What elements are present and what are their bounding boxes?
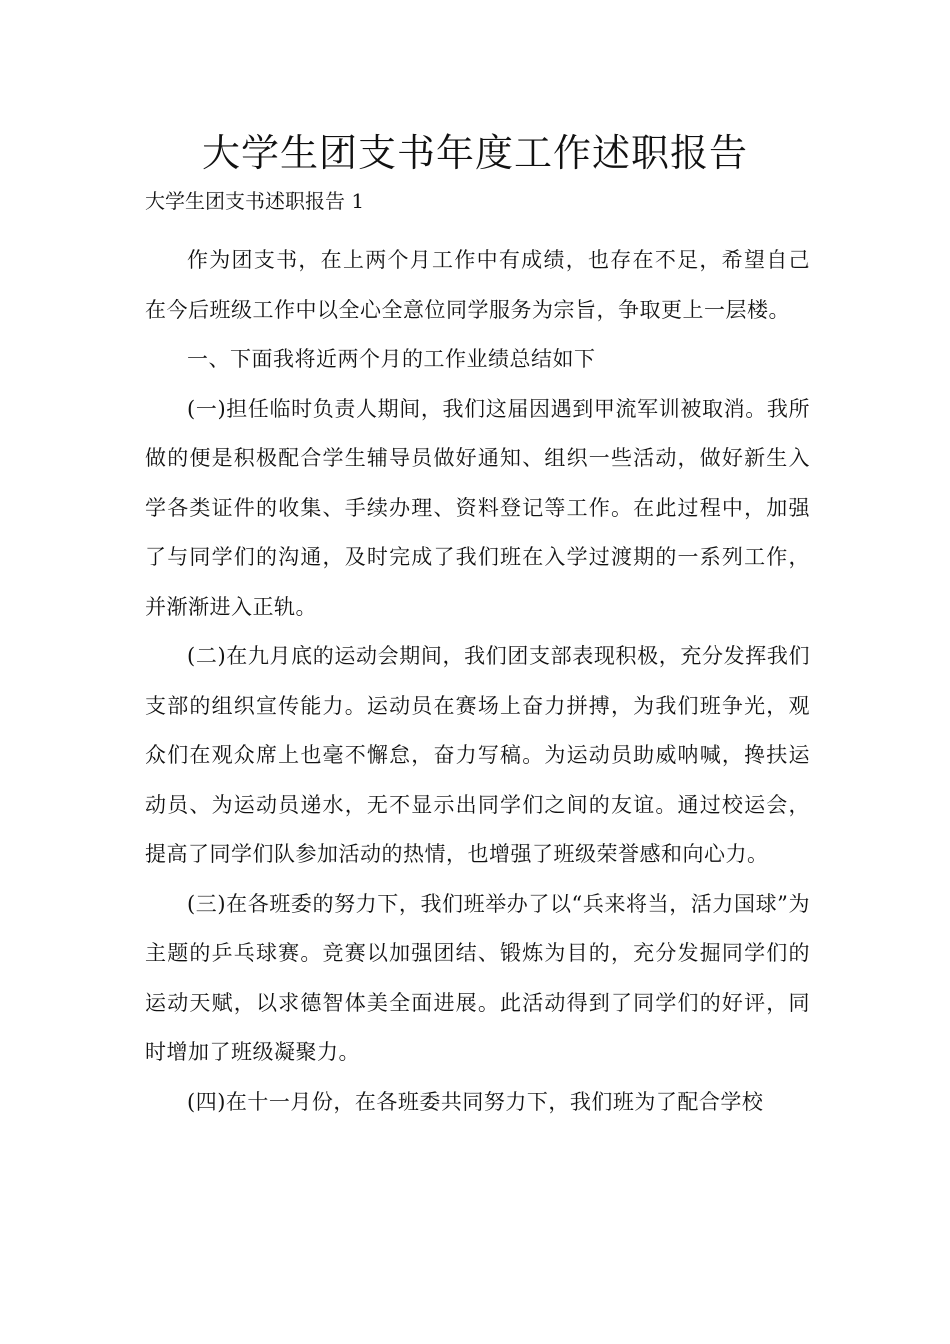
document-title: 大学生团支书年度工作述职报告 xyxy=(201,131,748,175)
document-body xyxy=(145,236,810,1127)
document-subtitle: 大学生团支书述职报告 1 xyxy=(145,189,365,213)
paragraph-intro: 作为团支书，在上两个月工作中有成绩，也存在不足，希望自己在今后班级工作中以全心全意位同学服务为宗旨，争取更上一层楼。 xyxy=(145,248,810,322)
paragraph-item-1: (一)担任临时负责人期间，我们这届因遇到甲流军训被取消。我所做的便是积极配合学生辅导员做好通知、组织一些活动，做好新生入学各类证件的收集、手续办理、资料登记等工作。在此过程中，加强了与同学们的沟通，及时完成了我们班在入学过渡期的一系列工作，并渐渐进入正轨。 xyxy=(145,396,810,619)
paragraph-item-4: (四)在十一月份，在各班委共同努力下，我们班为了配合学校 xyxy=(187,1089,764,1114)
paragraph-item-2: (二)在九月底的运动会期间，我们团支部表现积极，充分发挥我们支部的组织宣传能力。运动员在赛场上奋力拼搏，为我们班争光，观众们在观众席上也毫不懈怠，奋力写稿。为运动员助威呐喊，搀扶运动员、为运动员递水，无不显示出同学们之间的友谊。通过校运会，提高了同学们队参加活动的热情，也增强了班级荣誉感和向心力。 xyxy=(145,644,810,866)
paragraph-section-heading: 一、下面我将近两个月的工作业绩总结如下 xyxy=(187,347,596,371)
paragraph-item-3: (三)在各班委的努力下，我们班举办了以“兵来将当，活力国球”为主题的乒乓球赛。竞赛以加强团结、锻炼为目的，充分发掘同学们的运动天赋，以求德智体美全面进展。此活动得到了同学们的好评，同时增加了班级凝聚力。 xyxy=(145,891,810,1064)
